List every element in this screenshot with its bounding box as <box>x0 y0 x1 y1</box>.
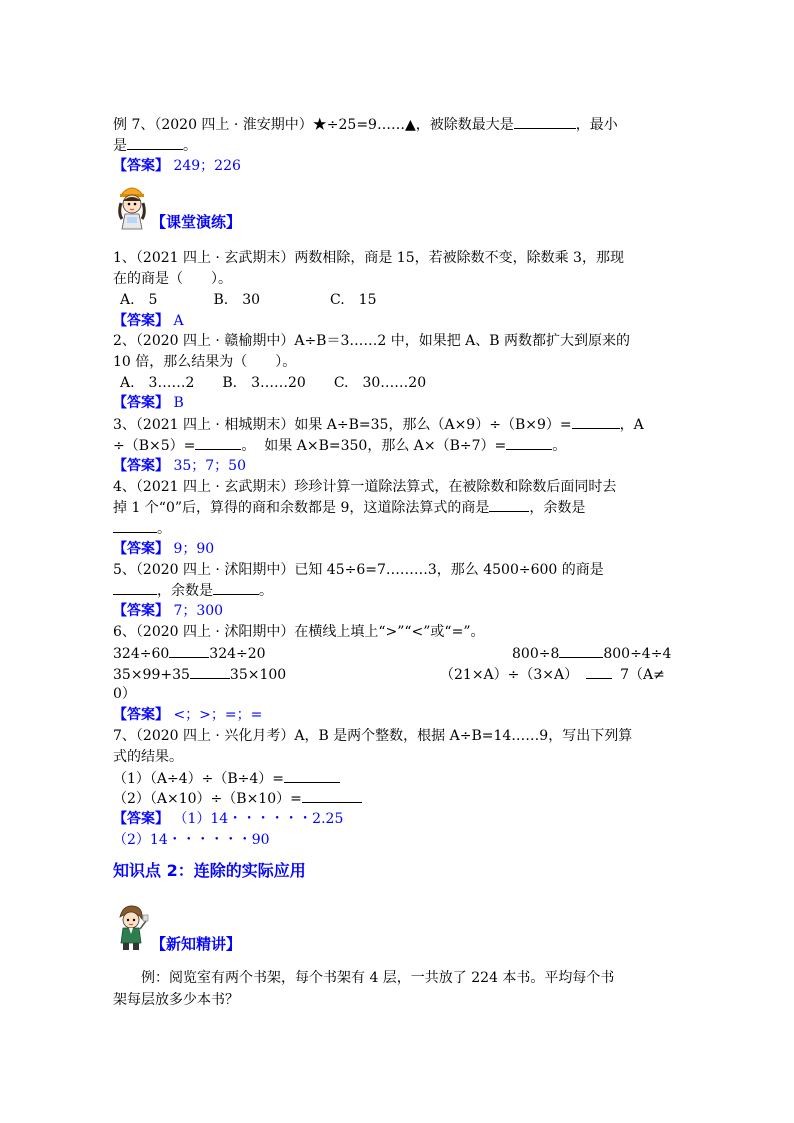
section-title: 知识点 2：连除的实际应用 <box>113 861 306 880</box>
ex7-text: 。 <box>183 138 197 154</box>
q3-text: ，A <box>619 417 644 433</box>
q6-row-a <box>113 643 266 664</box>
q6-expr: 35×99+35 <box>113 667 190 683</box>
q7-line-2: 式的结果。 <box>113 749 183 765</box>
answer-tag: 【答案】 <box>113 811 169 827</box>
answer-tag: 【答案】 <box>113 158 169 174</box>
answer-tag: 【答案】 <box>113 541 169 557</box>
q2-options: A. 3……2 B. 3……20 C. 30……20 <box>120 375 427 391</box>
practice-heading: 【课堂演练】 <box>151 213 242 231</box>
blank <box>195 435 241 450</box>
q7-answer-2: （2）14・・・・・・90 <box>113 832 270 848</box>
blank <box>169 643 209 658</box>
blank <box>506 435 552 450</box>
q3-line-2 <box>113 435 566 456</box>
example-line-2: 架每层放多少本书？ <box>113 992 239 1008</box>
blank <box>586 664 612 679</box>
q1-line-1: 1、（2021 四上 · 玄武期末）两数相除，商是 15，若被除数不变，除数乘 3，那现 <box>113 250 624 266</box>
blank <box>559 643 603 658</box>
answer-value: <；>；=；= <box>173 707 263 723</box>
q5-answer <box>113 601 223 621</box>
q4-text: 。 <box>157 521 171 537</box>
q1-line-2: 在的商是（ ）。 <box>113 271 232 287</box>
q6-expr: 800÷8 <box>512 646 560 662</box>
q7-sub-2 <box>113 788 362 809</box>
answer-tag: 【答案】 <box>113 395 169 411</box>
q6-expr: 800÷4÷4 <box>603 646 672 662</box>
ex7-text: 是 <box>113 138 127 154</box>
q7-answer-1 <box>113 809 343 829</box>
answer-tag: 【答案】 <box>113 458 169 474</box>
blank <box>213 580 259 595</box>
q4-line-2 <box>113 497 585 518</box>
q7-sub-1 <box>113 768 340 789</box>
blank <box>514 114 576 129</box>
q2-answer <box>113 393 184 413</box>
q6-expr: 324÷20 <box>209 646 266 662</box>
q3-text: ÷（B×5）= <box>113 438 196 454</box>
q6-row-c <box>113 664 286 685</box>
answer-value: （1）14・・・・・・2.25 <box>173 811 344 827</box>
girl-avatar-icon <box>115 181 149 235</box>
q6-row-b <box>512 643 671 664</box>
answer-value: 35；7；50 <box>173 458 246 474</box>
answer-value: 249；226 <box>173 158 241 174</box>
ex7-line-2 <box>113 135 197 156</box>
q2-line-2: 10 倍，那么结果为（ ）。 <box>113 354 297 370</box>
q7-line-1: 7、（2020 四上 · 兴化月考）A，B 是两个整数，根据 A÷B=14……9，写出下列算 <box>113 728 633 744</box>
answer-tag: 【答案】 <box>113 707 169 723</box>
q5-text: 。 <box>259 583 273 599</box>
ex7-question: 例 7、（2020 四上 · 淮安期中）★÷25=9……▲，被除数最大是 <box>113 117 514 133</box>
ex7-answer <box>113 156 241 176</box>
blank <box>113 518 157 533</box>
blank <box>190 664 230 679</box>
answer-tag: 【答案】 <box>113 313 169 329</box>
q6-expr: （21×A）÷（3×A） <box>440 667 579 683</box>
q1-options: A. 5 B. 30 C. 15 <box>120 292 377 308</box>
q5-line-1: 5、（2020 四上 · 沭阳期中）已知 45÷6=7………3，那么 4500÷600 的商是 <box>113 562 604 578</box>
q3-text: 3、（2021 四上 · 相城期末）如果 A÷B=35，那么（A×9）÷（B×9）= <box>113 417 572 433</box>
q6-answer <box>113 705 262 725</box>
example-line-1: 例：阅览室有两个书架，每个书架有 4 层，一共放了 224 本书。平均每个书 <box>113 970 615 986</box>
q4-answer <box>113 539 214 559</box>
q4-text: 掉 1 个“0”后，算得的商和余数都是 9，这道除法算式的商是 <box>113 500 490 516</box>
blank <box>127 135 183 150</box>
q3-line-1 <box>113 414 644 435</box>
q6-row-d <box>440 664 665 685</box>
q4-line-3 <box>113 518 171 539</box>
q5-line-2 <box>113 580 273 601</box>
q4-line-1: 4、（2021 四上 · 玄武期末）珍珍计算一道除法算式，在被除数和除数后面同时去 <box>113 479 617 495</box>
q6-row-d-tail: 0） <box>113 686 136 702</box>
answer-value: 7；300 <box>173 603 224 619</box>
q7-expr: （1）（A÷4）÷（B÷4）= <box>113 771 285 787</box>
new-knowledge-heading: 【新知精讲】 <box>151 935 242 953</box>
q3-text: 。 如果 A×B=350，那么 A×（B÷7）= <box>241 438 507 454</box>
q4-text: ，余数是 <box>529 500 586 516</box>
q3-answer <box>113 456 246 476</box>
q6-expr: 7（A≠ <box>620 667 665 683</box>
q3-text: 。 <box>552 438 567 454</box>
answer-tag: 【答案】 <box>113 603 169 619</box>
blank <box>302 788 362 803</box>
ex7-line-1 <box>113 114 618 135</box>
answer-value: A <box>173 313 184 329</box>
ex7-text: ，最小 <box>575 117 618 133</box>
q6-expr: 324÷60 <box>113 646 170 662</box>
q7-expr: （2）（A×10）÷（B×10）= <box>113 791 302 807</box>
q6-expr: 35×100 <box>229 667 287 683</box>
q1-answer <box>113 311 184 331</box>
blank <box>489 497 529 512</box>
q5-text: ，余数是 <box>157 583 213 599</box>
blank <box>113 580 157 595</box>
q2-line-1: 2、（2020 四上 · 赣榆期中）A÷B＝3……2 中，如果把 A、B 两数都扩大到原来的 <box>113 333 631 349</box>
q6-line-1: 6、（2020 四上 · 沭阳期中）在横线上填上“>”“<”或“=”。 <box>113 624 485 640</box>
answer-value: 9；90 <box>173 541 215 557</box>
boy-avatar-icon <box>113 903 149 955</box>
blank <box>284 768 340 783</box>
blank <box>572 414 620 429</box>
answer-value: B <box>173 395 184 411</box>
